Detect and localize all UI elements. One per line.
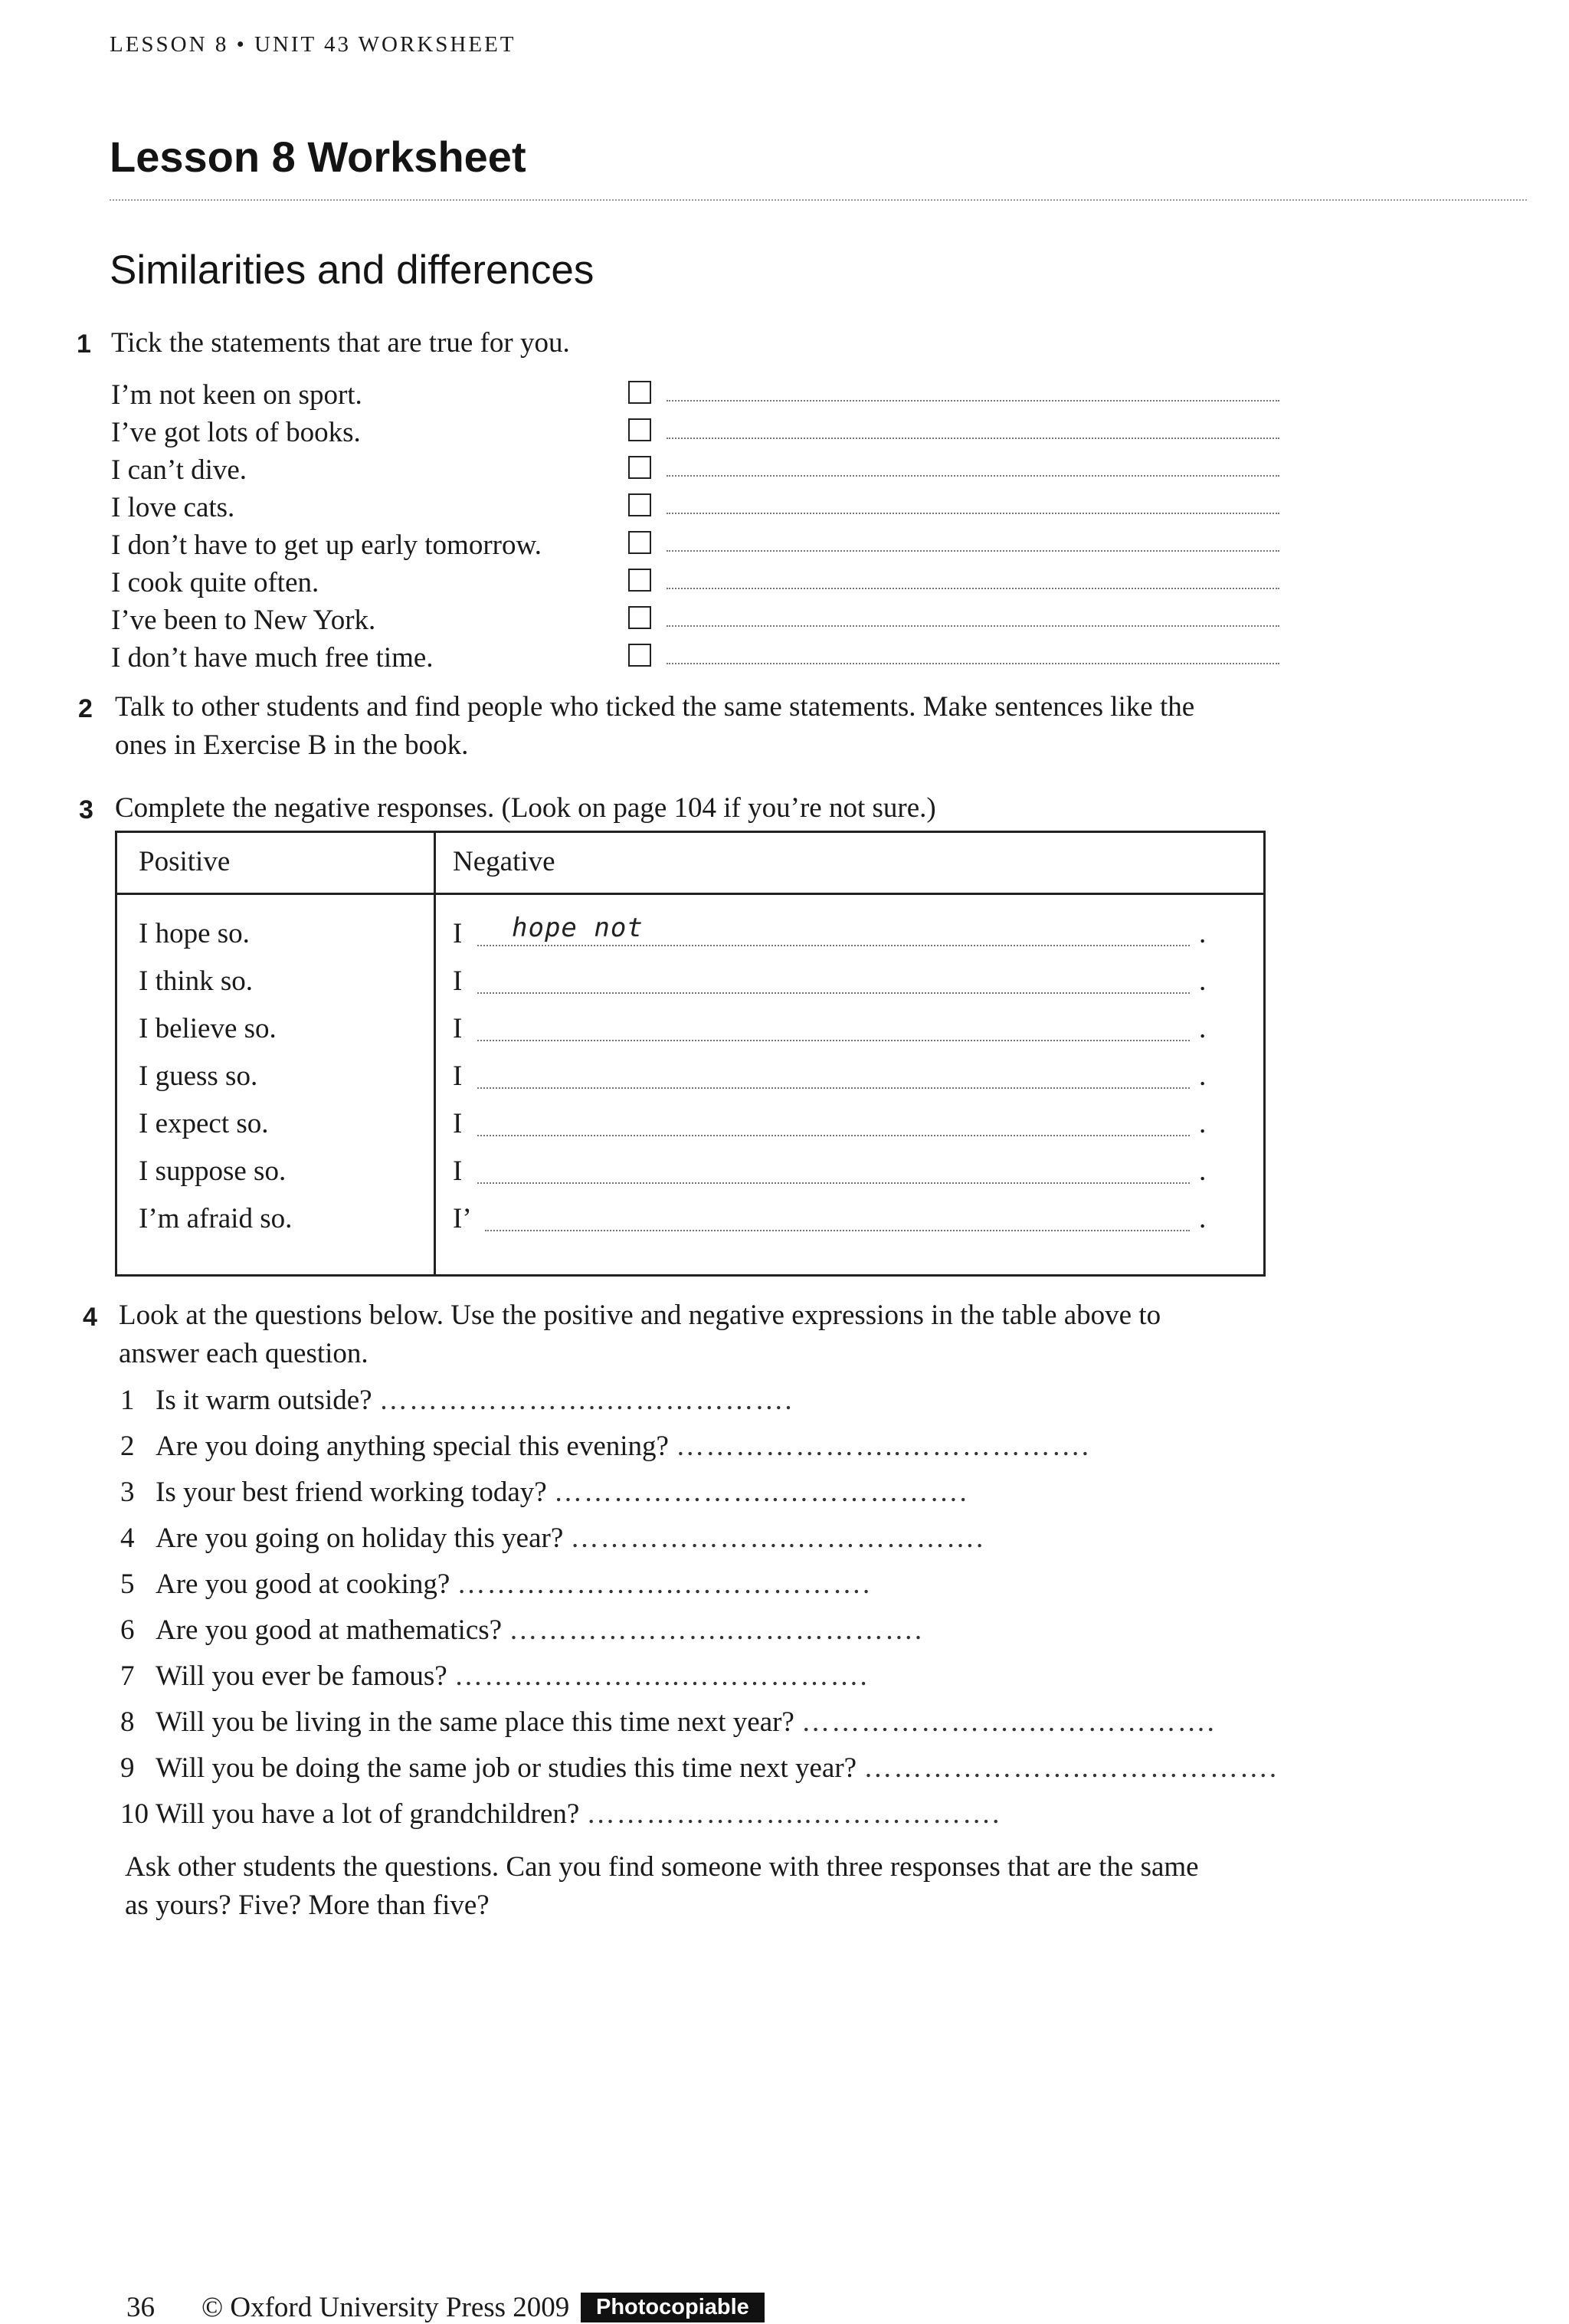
- end-period: .: [1199, 1155, 1207, 1187]
- statement-4-checkbox[interactable]: [628, 493, 651, 516]
- positive-cell: I hope so.: [139, 918, 250, 949]
- question-item: [156, 1430, 1090, 1463]
- exercise-4-instruction-line2: answer each question.: [119, 1338, 369, 1369]
- question-number: 4: [120, 1523, 135, 1554]
- statement-3-write-line[interactable]: [667, 475, 1279, 477]
- question-item: [156, 1752, 1278, 1785]
- answer-line[interactable]: [477, 1040, 1190, 1041]
- question-number: 10: [120, 1798, 149, 1830]
- positive-cell: I’m afraid so.: [139, 1203, 293, 1234]
- handwritten-answer[interactable]: hope not: [512, 913, 644, 943]
- answer-line[interactable]: [477, 945, 1190, 946]
- statement-1: I’m not keen on sport.: [111, 379, 362, 411]
- answer-dots[interactable]: …………………..……………….: [378, 1385, 794, 1416]
- end-period: .: [1199, 965, 1207, 997]
- statement-7: I’ve been to New York.: [111, 605, 376, 636]
- question-text: Are you going on holiday this year?: [156, 1523, 564, 1554]
- negative-start: I: [453, 1155, 463, 1187]
- column-header-negative: Negative: [453, 846, 555, 877]
- question-number: 5: [120, 1568, 135, 1600]
- answer-line[interactable]: [477, 992, 1190, 994]
- photocopiable-badge: Photocopiable: [581, 2293, 765, 2322]
- question-text: Is your best friend working today?: [156, 1477, 547, 1508]
- question-item: [156, 1614, 923, 1647]
- question-number: 9: [120, 1752, 135, 1784]
- exercise-3-number: 3: [79, 795, 93, 824]
- table-column-rule: [434, 833, 436, 1274]
- table-header-rule: [117, 893, 1263, 895]
- answer-dots[interactable]: …………………..……………….: [509, 1614, 924, 1646]
- statement-8-write-line[interactable]: [667, 663, 1279, 664]
- question-number: 1: [120, 1385, 135, 1416]
- responses-table: [115, 831, 1266, 1277]
- question-item: [156, 1522, 984, 1555]
- question-text: Will you be doing the same job or studies this time next year?: [156, 1752, 857, 1784]
- end-period: .: [1199, 1013, 1207, 1044]
- statement-6-checkbox[interactable]: [628, 569, 651, 592]
- question-text: Will you be living in the same place this time next year?: [156, 1706, 794, 1738]
- answer-dots[interactable]: …………………..……………….: [570, 1523, 985, 1554]
- end-period: .: [1199, 1060, 1207, 1092]
- statement-4: I love cats.: [111, 492, 235, 523]
- answer-dots[interactable]: …………………..……………….: [454, 1660, 869, 1692]
- closing-instruction-line2: as yours? Five? More than five?: [125, 1890, 490, 1921]
- statement-5-checkbox[interactable]: [628, 531, 651, 554]
- question-text: Are you good at cooking?: [156, 1568, 450, 1600]
- positive-cell: I think so.: [139, 965, 254, 997]
- answer-dots[interactable]: …………………..……………….: [553, 1477, 968, 1508]
- copyright-notice: © Oxford University Press 2009: [201, 2292, 570, 2323]
- statement-8-checkbox[interactable]: [628, 644, 651, 667]
- positive-cell: I suppose so.: [139, 1155, 287, 1187]
- running-head: LESSON 8 • UNIT 43 WORKSHEET: [110, 32, 516, 57]
- question-text: Will you have a lot of grandchildren?: [156, 1798, 580, 1830]
- exercise-4-instruction-line1: Look at the questions below. Use the positive and negative expressions in the table above to: [119, 1300, 1161, 1331]
- positive-cell: I guess so.: [139, 1060, 258, 1092]
- statement-7-checkbox[interactable]: [628, 606, 651, 629]
- answer-line[interactable]: [477, 1182, 1190, 1184]
- question-item: [156, 1798, 1001, 1831]
- question-number: 6: [120, 1614, 135, 1646]
- question-item: [156, 1568, 871, 1601]
- statement-3: I can’t dive.: [111, 454, 247, 486]
- exercise-3-instruction: Complete the negative responses. (Look on page 104 if you’re not sure.): [115, 792, 936, 824]
- question-text: Are you doing anything special this evening?: [156, 1431, 669, 1462]
- question-item: [156, 1660, 869, 1693]
- answer-dots[interactable]: …………………..……………….: [801, 1706, 1216, 1738]
- negative-start: I: [453, 965, 463, 997]
- negative-start: I: [453, 1060, 463, 1092]
- question-item: [156, 1384, 794, 1417]
- end-period: .: [1199, 918, 1207, 949]
- page-title: Lesson 8 Worksheet: [110, 133, 526, 181]
- exercise-2-number: 2: [78, 694, 93, 723]
- answer-line[interactable]: [477, 1135, 1190, 1136]
- positive-cell: I believe so.: [139, 1013, 277, 1044]
- negative-start: I: [453, 918, 463, 949]
- statement-2: I’ve got lots of books.: [111, 417, 361, 448]
- section-title: Similarities and differences: [110, 247, 595, 293]
- statement-2-checkbox[interactable]: [628, 418, 651, 441]
- statement-4-write-line[interactable]: [667, 513, 1279, 514]
- closing-instruction-line1: Ask other students the questions. Can you find someone with three responses that are the same: [125, 1851, 1199, 1883]
- question-number: 7: [120, 1660, 135, 1692]
- answer-dots[interactable]: …………………..……………….: [586, 1798, 1001, 1830]
- exercise-2-instruction-line1: Talk to other students and find people who ticked the same statements. Make sentences like the: [115, 691, 1195, 723]
- exercise-4-number: 4: [83, 1303, 97, 1332]
- statement-3-checkbox[interactable]: [628, 456, 651, 479]
- negative-start: I: [453, 1013, 463, 1044]
- question-number: 3: [120, 1477, 135, 1508]
- column-header-positive: Positive: [139, 846, 231, 877]
- answer-dots[interactable]: …………………..……………….: [676, 1431, 1090, 1462]
- negative-start: I’: [453, 1203, 472, 1234]
- statement-1-write-line[interactable]: [667, 400, 1279, 402]
- negative-start: I: [453, 1108, 463, 1139]
- statement-7-write-line[interactable]: [667, 625, 1279, 627]
- answer-dots[interactable]: …………………..……………….: [457, 1568, 872, 1600]
- question-number: 8: [120, 1706, 135, 1738]
- page-number: 36: [126, 2292, 155, 2323]
- positive-cell: I expect so.: [139, 1108, 269, 1139]
- answer-dots[interactable]: …………………..……………….: [863, 1752, 1279, 1784]
- question-number: 2: [120, 1431, 135, 1462]
- end-period: .: [1199, 1108, 1207, 1139]
- statement-1-checkbox[interactable]: [628, 381, 651, 404]
- title-divider: [110, 199, 1527, 201]
- statement-6-write-line[interactable]: [667, 588, 1279, 589]
- statement-5: I don’t have to get up early tomorrow.: [111, 529, 542, 561]
- statement-5-write-line[interactable]: [667, 550, 1279, 552]
- answer-line[interactable]: [477, 1087, 1190, 1089]
- statement-8: I don’t have much free time.: [111, 642, 434, 674]
- question-text: Will you ever be famous?: [156, 1660, 447, 1692]
- exercise-2-instruction-line2: ones in Exercise B in the book.: [115, 729, 469, 761]
- question-text: Are you good at mathematics?: [156, 1614, 503, 1646]
- question-text: Is it warm outside?: [156, 1385, 372, 1416]
- statement-2-write-line[interactable]: [667, 438, 1279, 439]
- question-item: [156, 1476, 968, 1509]
- statement-6: I cook quite often.: [111, 567, 319, 598]
- question-item: [156, 1706, 1216, 1739]
- answer-line[interactable]: [485, 1230, 1190, 1231]
- exercise-1-number: 1: [77, 329, 91, 359]
- exercise-1-instruction: Tick the statements that are true for you.: [111, 327, 570, 359]
- end-period: .: [1199, 1203, 1207, 1234]
